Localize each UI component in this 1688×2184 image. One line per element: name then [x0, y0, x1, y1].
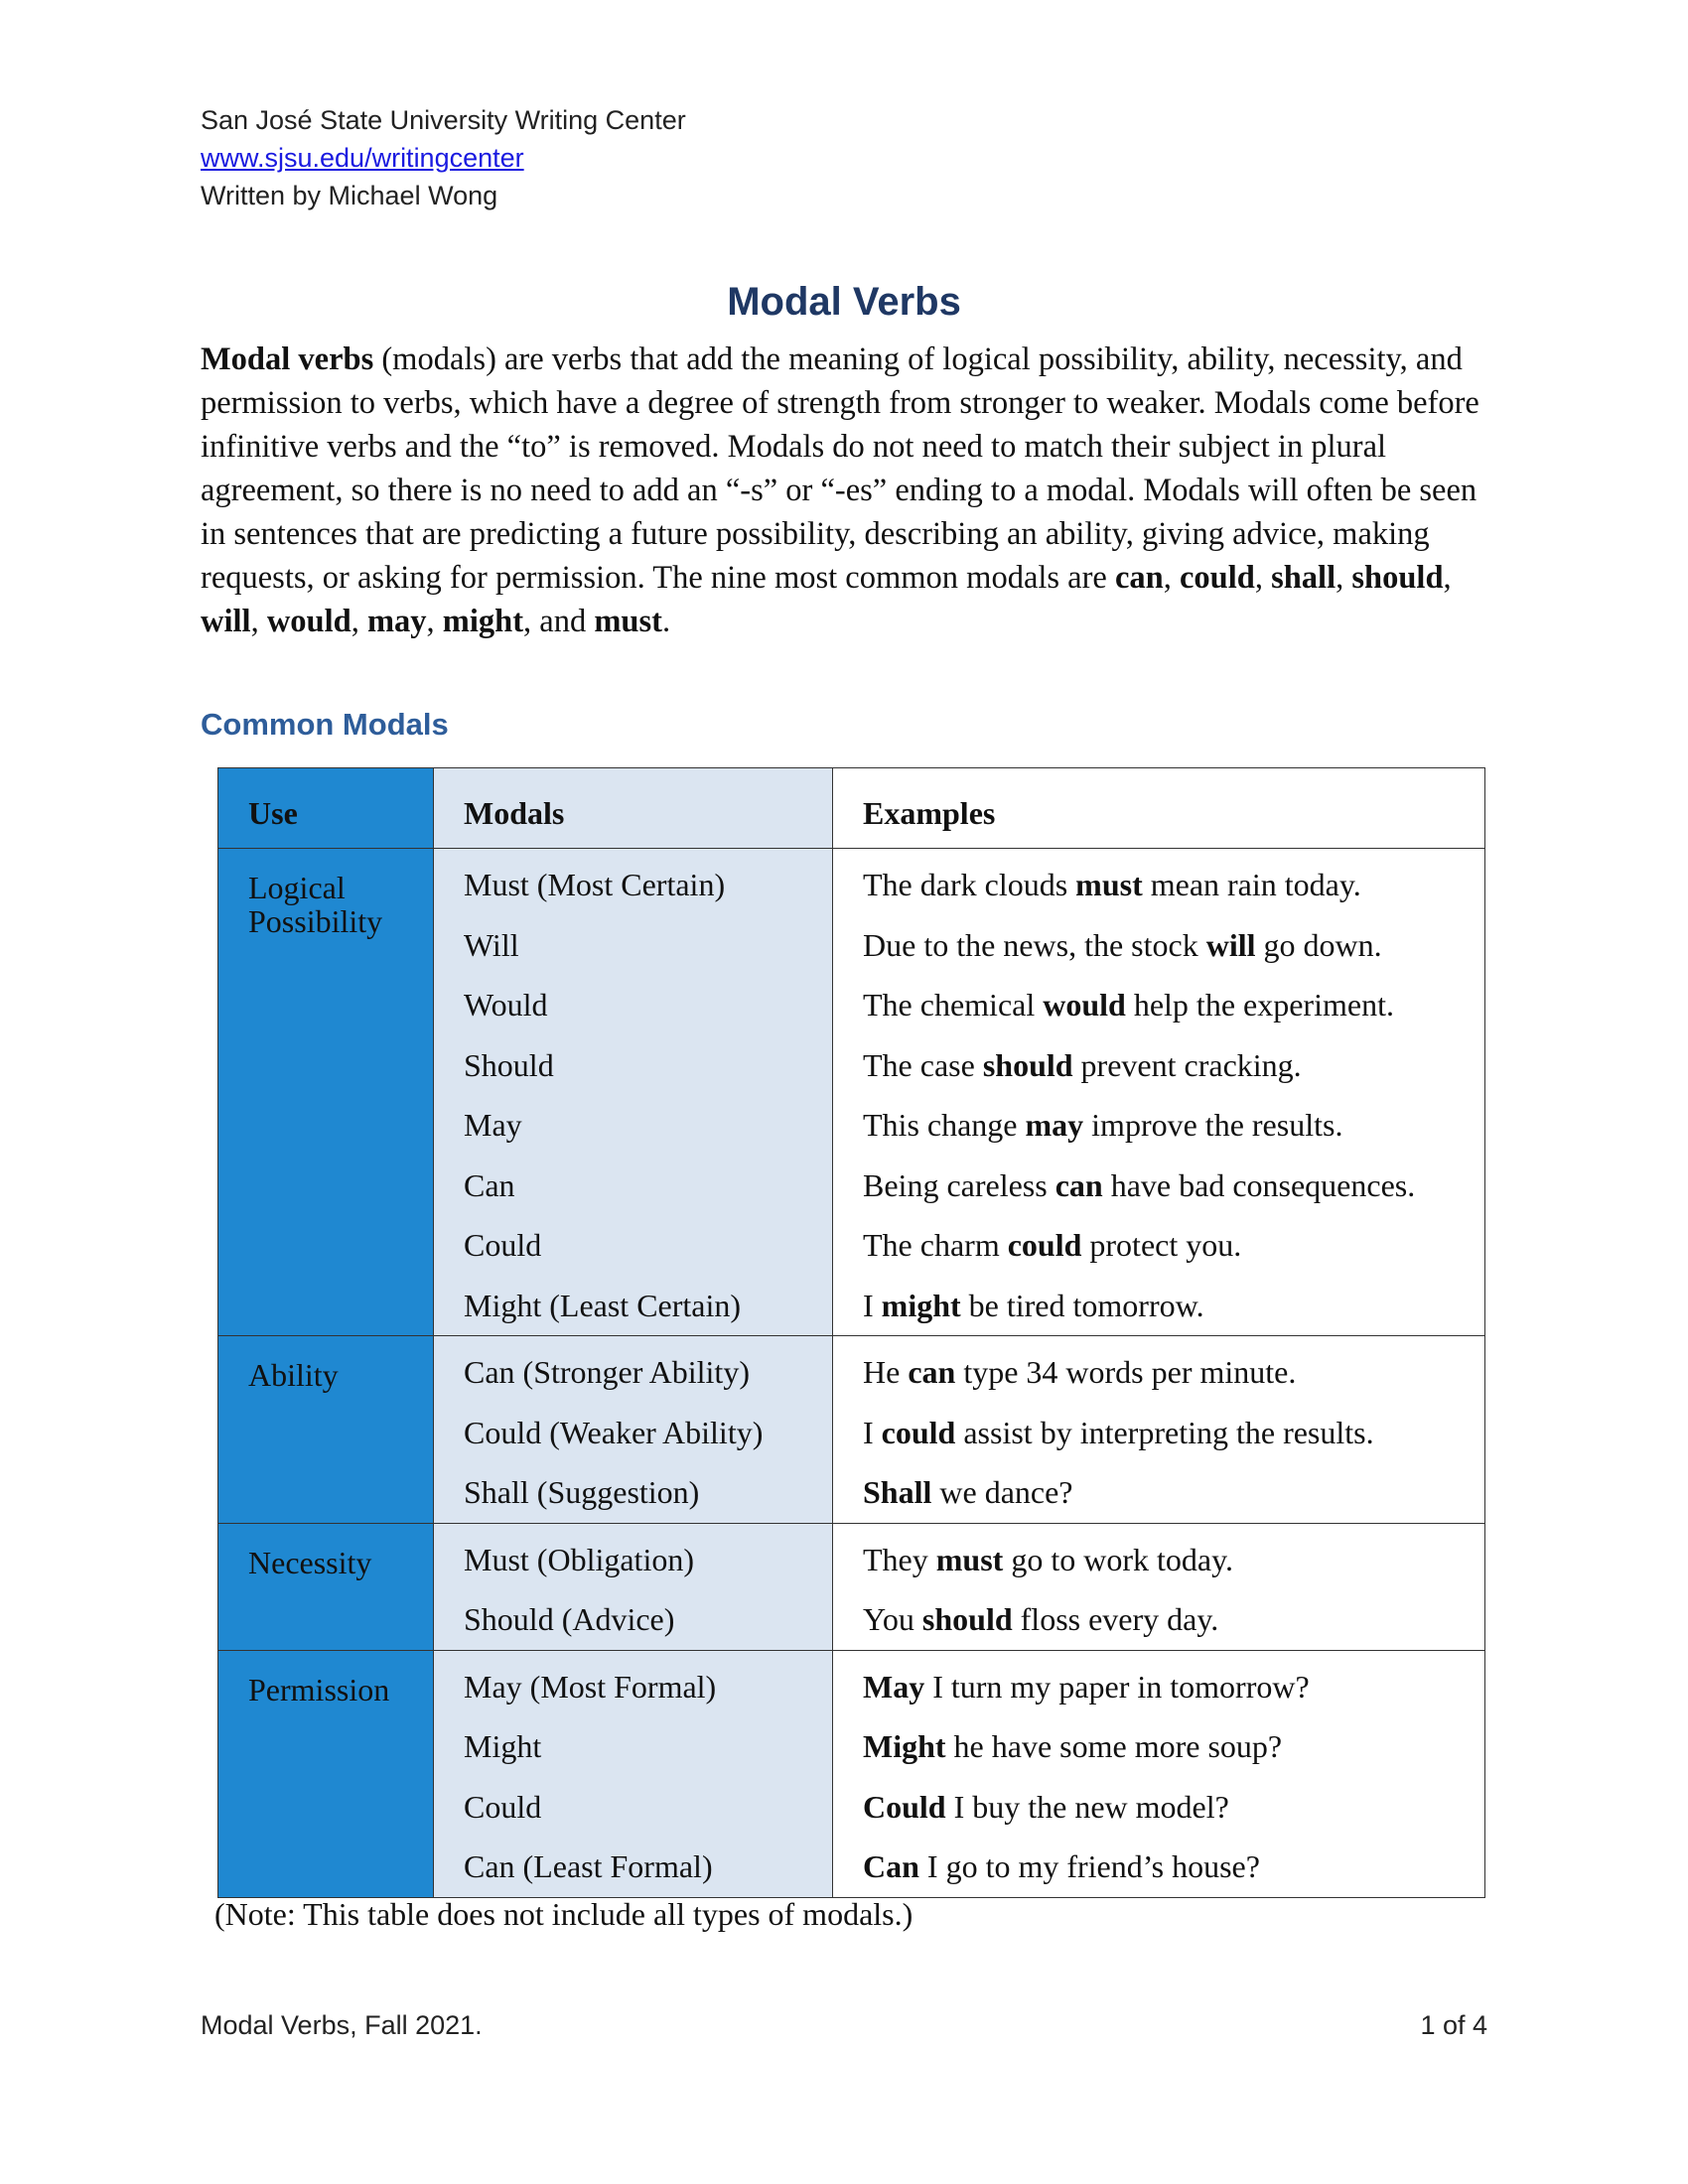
intro-paragraph	[201, 338, 1491, 643]
page-title: Modal Verbs	[727, 280, 961, 324]
bold-text: might	[881, 1287, 961, 1323]
text-span: The case	[863, 1046, 983, 1083]
text-span: ,	[1336, 560, 1352, 596]
example-sentence	[863, 1837, 1484, 1897]
modal-item: Will	[464, 926, 519, 963]
modal-item: Could	[464, 1227, 542, 1263]
section-heading: Common Modals	[201, 707, 449, 742]
text-span: we dance?	[931, 1474, 1073, 1510]
bold-text: shall	[1271, 560, 1336, 596]
modals-cell	[434, 849, 833, 1336]
example-sentence	[863, 855, 1484, 915]
bold-text: May	[863, 1668, 925, 1705]
modal-item: Must (Most Certain)	[464, 867, 726, 902]
table-note: (Note: This table does not include all types of modals.)	[214, 1896, 914, 1932]
example-sentence	[863, 1589, 1484, 1650]
use-label: Permission	[248, 1671, 390, 1707]
text-span: The chemical	[863, 987, 1044, 1023]
text-span: have bad consequences.	[1102, 1166, 1416, 1203]
text-span: Due to the news, the stock	[863, 926, 1206, 963]
bold-text: must	[1075, 867, 1143, 902]
author-line: Written by Michael Wong	[201, 181, 498, 210]
example-sentence	[863, 1156, 1484, 1216]
text-span: he have some more soup?	[945, 1728, 1283, 1764]
text-span: I	[863, 1414, 882, 1450]
text-span: be tired tomorrow.	[960, 1287, 1204, 1323]
table-row	[218, 1650, 1485, 1897]
text-span: This change	[863, 1107, 1026, 1143]
modals-cell	[434, 1523, 833, 1650]
bold-text: could	[1179, 560, 1255, 596]
text-span: The charm	[863, 1227, 1008, 1263]
header-use: Use	[218, 768, 434, 849]
text-span: .	[661, 604, 671, 639]
bold-text: Could	[863, 1788, 946, 1825]
example-sentence	[863, 1035, 1484, 1096]
use-cell	[218, 1523, 434, 1650]
modal-item: Would	[464, 987, 548, 1023]
bold-text: Modal verbs	[201, 341, 374, 377]
text-span: mean rain today.	[1142, 867, 1361, 902]
text-span: ,	[250, 604, 267, 639]
bold-text: could	[881, 1414, 956, 1450]
bold-text: can	[1114, 560, 1164, 596]
modal-item: Can	[464, 1166, 515, 1203]
bold-text: Shall	[863, 1474, 932, 1510]
use-label: Necessity	[248, 1544, 372, 1580]
text-span: The dark clouds	[863, 867, 1076, 902]
text-span: They	[863, 1541, 936, 1577]
example-sentence	[863, 915, 1484, 976]
bold-text: will	[201, 604, 251, 639]
example-sentence	[863, 1462, 1484, 1523]
modal-item: Should (Advice)	[464, 1601, 675, 1637]
example-sentence	[863, 1095, 1484, 1156]
example-sentence	[863, 1403, 1484, 1463]
bold-text: would	[1043, 987, 1126, 1023]
text-span: type 34 words per minute.	[955, 1354, 1297, 1390]
bold-text: should	[1351, 560, 1444, 596]
modal-item: Can (Stronger Ability)	[464, 1354, 750, 1390]
examples-cell	[833, 849, 1485, 1336]
example-sentence	[863, 1215, 1484, 1276]
bold-text: must	[594, 604, 662, 639]
text-span: I buy the new model?	[945, 1788, 1229, 1825]
modal-item: Could	[464, 1788, 542, 1825]
text-span: go down.	[1255, 926, 1382, 963]
use-cell	[218, 849, 434, 1336]
modal-item: Might (Least Certain)	[464, 1287, 742, 1323]
org-name: San José State University Writing Center	[201, 105, 686, 135]
text-span: improve the results.	[1083, 1107, 1343, 1143]
example-sentence	[863, 1777, 1484, 1838]
example-sentence	[863, 1342, 1484, 1403]
modal-item: May (Most Formal)	[464, 1668, 717, 1705]
example-sentence	[863, 1276, 1484, 1336]
text-span: help the experiment.	[1125, 987, 1394, 1023]
bold-text: will	[1205, 926, 1256, 963]
use-label: Logical Possibility	[248, 870, 383, 939]
example-sentence	[863, 1657, 1484, 1717]
text-span: assist by interpreting the results.	[955, 1414, 1374, 1450]
modal-item: May	[464, 1107, 522, 1143]
text-span: ,	[426, 604, 443, 639]
modal-item: Must (Obligation)	[464, 1541, 694, 1577]
text-span: ,	[1163, 560, 1180, 596]
text-span: , and	[523, 604, 595, 639]
text-span: go to work today.	[1003, 1541, 1233, 1577]
text-span: ,	[1254, 560, 1272, 596]
modals-cell	[434, 1650, 833, 1897]
text-span: I go to my friend’s house?	[918, 1848, 1260, 1884]
modal-item: Can (Least Formal)	[464, 1848, 713, 1884]
table-row	[218, 849, 1485, 1336]
modals-cell	[434, 1336, 833, 1524]
text-span: He	[863, 1354, 909, 1390]
modal-item: Shall (Suggestion)	[464, 1474, 700, 1510]
modals-table	[217, 767, 1485, 1898]
modal-item: Should	[464, 1046, 554, 1083]
bold-text: would	[266, 604, 352, 639]
text-span: ,	[351, 604, 367, 639]
footer-title: Modal Verbs, Fall 2021.	[201, 2010, 483, 2040]
bold-text: may	[1025, 1107, 1084, 1143]
use-cell	[218, 1336, 434, 1524]
bold-text: can	[908, 1354, 956, 1390]
use-cell	[218, 1650, 434, 1897]
text-span: I	[863, 1287, 882, 1323]
modal-item: Could (Weaker Ability)	[464, 1414, 764, 1450]
document-header	[201, 101, 686, 214]
example-sentence	[863, 1530, 1484, 1590]
bold-text: can	[1055, 1166, 1103, 1203]
examples-cell	[833, 1336, 1485, 1524]
table-header-row	[218, 768, 1485, 849]
bold-text: Can	[863, 1848, 919, 1884]
bold-text: should	[982, 1046, 1073, 1083]
writing-center-link[interactable]: www.sjsu.edu/writingcenter	[201, 143, 524, 173]
example-sentence	[863, 975, 1484, 1035]
text-span: You	[863, 1601, 922, 1637]
text-span: Being careless	[863, 1166, 1055, 1203]
text-span: (modals) are verbs that add the meaning of logical possibility, ability, necessity, and permission to verbs, which have a degree of strength from stronger to weaker. Modals come before infinitive verbs and the “to” is removed. Modals do not need to match their subject in plural agreement, so there is no need to add an “-s” or “-es” ending to a modal. Modals will often be seen in sentences that are predicting a future possibility, describing an ability, giving advice, making requests, or asking for permission. The nine most common modals are	[201, 341, 1479, 596]
table-row	[218, 1336, 1485, 1524]
header-modals: Modals	[434, 768, 833, 849]
bold-text: could	[1007, 1227, 1082, 1263]
modal-item: Might	[464, 1728, 542, 1764]
table-row	[218, 1523, 1485, 1650]
text-span: floss every day.	[1012, 1601, 1219, 1637]
bold-text: might	[442, 604, 524, 639]
text-span: I turn my paper in tomorrow?	[924, 1668, 1310, 1705]
bold-text: Might	[863, 1728, 946, 1764]
page-number: 1 of 4	[1420, 2010, 1487, 2040]
bold-text: must	[935, 1541, 1004, 1577]
header-examples: Examples	[833, 768, 1485, 849]
text-span: prevent cracking.	[1072, 1046, 1302, 1083]
bold-text: should	[921, 1601, 1013, 1637]
examples-cell	[833, 1650, 1485, 1897]
use-label: Ability	[248, 1357, 339, 1393]
text-span: protect you.	[1081, 1227, 1242, 1263]
text-span: ,	[1443, 560, 1452, 596]
examples-cell	[833, 1523, 1485, 1650]
bold-text: may	[366, 604, 427, 639]
example-sentence	[863, 1716, 1484, 1777]
